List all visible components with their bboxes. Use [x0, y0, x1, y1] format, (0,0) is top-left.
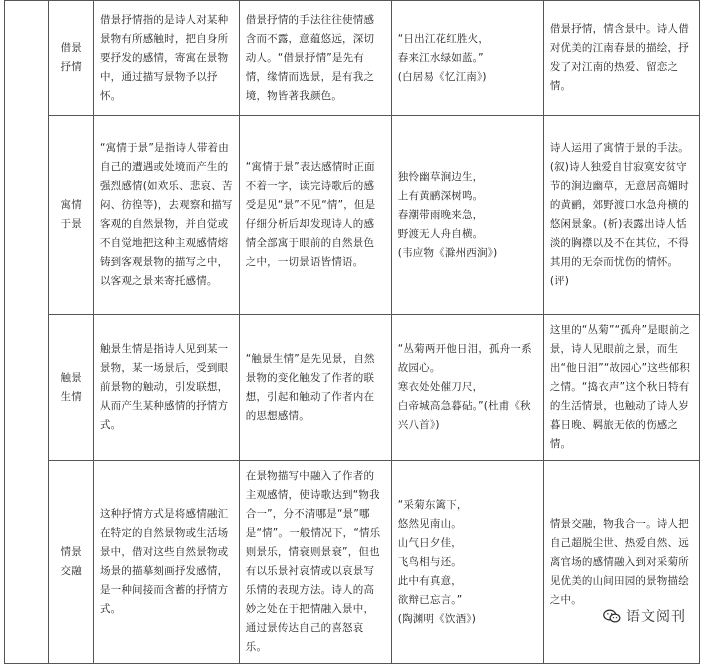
technique-analysis: 借景抒情，情含景中。诗人借对优美的江南春景的描绘，抒发了对江南的热爱、留恋之情。 — [543, 1, 699, 116]
technique-example: 独怜幽草涧边生， 上有黄鹂深树鸣。 春潮带雨晚来急， 野渡无人舟自横。 (韦应物《滁州西涧》) — [391, 116, 543, 315]
technique-definition: “寓情于景”是指诗人带着由自己的遭遇或处境而产生的强烈感情(如欢乐、悲哀、苦闷、彷徨等)，去观察和描写客观的自然景物，并自觉或不自觉地把这种主观感情熔铸到客观景物的描写之中，以客观之景来寄托感情。 — [93, 116, 239, 315]
technique-type: 借景 抒情 — [49, 1, 93, 116]
technique-feature: 借景抒情的手法往往使情感含而不露，意蕴悠远，深切动人。“借景抒情”是先有情，缘情而选景，是有我之境，物皆著我颜色。 — [239, 1, 391, 116]
technique-feature: “触景生情”是先见景，自然景物的变化触发了作者的联想，引起和触动了作者内在的思想感情。 — [239, 315, 391, 461]
left-margin-cell — [5, 1, 49, 664]
logo-text: 语文阅刊 — [626, 609, 686, 625]
watermark-logo — [599, 604, 690, 628]
technique-definition: 触景生情是指诗人见到某一景物，某一场景后，受到眼前景物的触动，引发联想，从而产生某种感情的抒情方式。 — [93, 315, 239, 461]
table-row — [5, 1, 700, 116]
technique-definition: 这种抒情方式是将感情融汇在特定的自然景物或生活场景中，借对这些自然景物或场景的描摹刻画抒发感情，是一种间接而含蓄的抒情方式。 — [93, 461, 239, 664]
table-row — [5, 461, 700, 664]
technique-example: “丛菊两开他日泪，孤舟一系故园心。 寒衣处处催刀尺， 白帝城高急暮砧。”(杜甫《秋兴八首》) — [391, 315, 543, 461]
technique-analysis: 情景交融，物我合一。诗人把自己超脱尘世、热爱自然、远离官场的感情融入到对采菊所见优美的山间田园的景物描绘之中。 — [543, 461, 699, 664]
technique-analysis: 这里的“丛菊”“孤舟”是眼前之景，诗人见眼前之景，而生出“他日泪”“故园心”这些郁积之情。“捣衣声”这个秋日特有的生活情景，也触动了诗人岁暮日晚、羁旅无依的伤感之情。 — [543, 315, 699, 461]
technique-example: “采菊东篱下， 悠然见南山。 山气日夕佳， 飞鸟相与还。 此中有真意， 欲辩已忘言。” (陶渊明《饮酒》) — [391, 461, 543, 664]
technique-type: 触景 生情 — [49, 315, 93, 461]
technique-type: 寓情 于景 — [49, 116, 93, 315]
wechat-icon — [603, 609, 621, 624]
table-row — [5, 116, 700, 315]
technique-definition: 借景抒情指的是诗人对某种景物有所感触时，把自身所要抒发的感情，寄寓在景物中，通过描写景物予以抒怀。 — [93, 1, 239, 116]
technique-type: 情景 交融 — [49, 461, 93, 664]
table-row — [5, 315, 700, 461]
technique-analysis: 诗人运用了寓情于景的手法。(叙)诗人独爱自甘寂寞安贫守节的涧边幽草，无意居高媚时的黄鹂，郊野渡口水急舟横的悠闲景象。(析)表露出诗人恬淡的胸襟以及不在其位，不得其用的无奈而忧伤的情怀。(评) — [543, 116, 699, 315]
technique-feature: 在景物描写中融入了作者的主观感情，使诗歌达到“物我合一”，分不清哪是“景”哪是“情”。一般情况下，“情乐则景乐，情衰则景衰”，但也有以乐景衬哀情或以哀景写乐情的表现方法。诗人的高妙之处在于把情融入景中，通过景传达自己的喜怒哀乐。 — [239, 461, 391, 664]
technique-example: “日出江花红胜火， 春来江水绿如蓝。” (白居易《忆江南》) — [391, 1, 543, 116]
poetry-technique-table — [4, 0, 700, 664]
technique-feature: “寓情于景”表达感情时正面不着一字，读完诗歌后的感受是见“景”不见“情”，但是仔细分析后却发现诗人的感情全部寓于眼前的自然景色之中，一切景语皆情语。 — [239, 116, 391, 315]
